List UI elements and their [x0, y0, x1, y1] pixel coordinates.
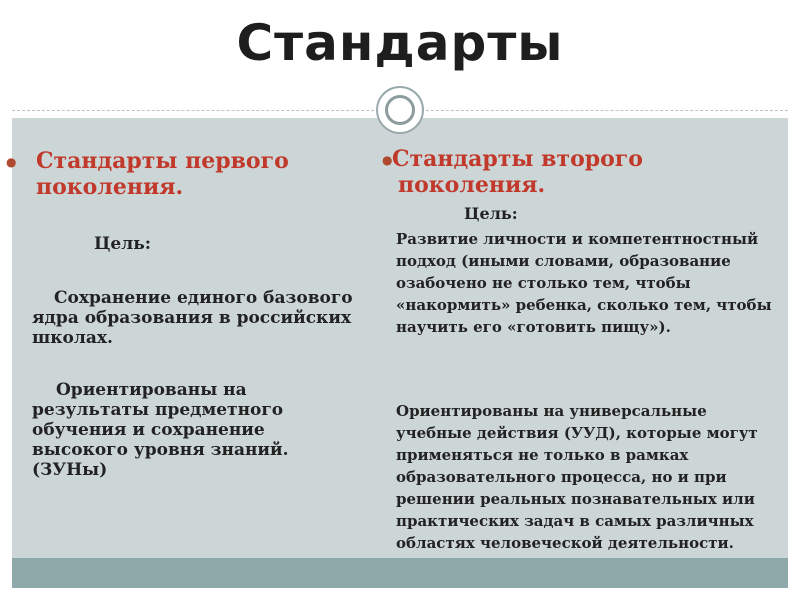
slide-title: Стандарты: [236, 14, 564, 72]
left-heading: [36, 148, 356, 200]
right-heading-line1: Стандарты второго: [392, 146, 643, 172]
bullet-icon: ●: [382, 153, 393, 167]
left-heading-line2: поколения.: [36, 174, 184, 200]
left-heading-line1: Стандарты первого: [36, 148, 289, 174]
circle-ornament-icon: [376, 86, 424, 134]
bottom-stripe: [12, 558, 788, 588]
left-goal-label: Цель:: [94, 234, 152, 254]
left-goal-text: Сохранение единого базового ядра образования в российских школах.: [32, 288, 353, 348]
right-heading-line2: поколения.: [398, 172, 546, 198]
right-heading: [392, 146, 782, 198]
left-orientation-text: Ориентированы на результаты предметного обучения и сохранение высокого уровня знаний. (ЗУНы): [32, 380, 289, 480]
right-goal-text: Развитие личности и компетентностный подход (иными словами, образование озабочено не столько тем, чтобы «накормить» ребенка, сколько тем, чтобы научить его «готовить пищу»).: [396, 230, 772, 336]
right-orientation-text: Ориентированы на универсальные учебные действия (УУД), которые могут применяться не только в рамках образовательного процесса, но и при решении реальных познавательных или практических задач в самых различных областях человеческой деятельности.: [396, 402, 758, 552]
right-goal-label: Цель:: [464, 204, 518, 223]
bullet-icon: ●: [6, 155, 17, 169]
